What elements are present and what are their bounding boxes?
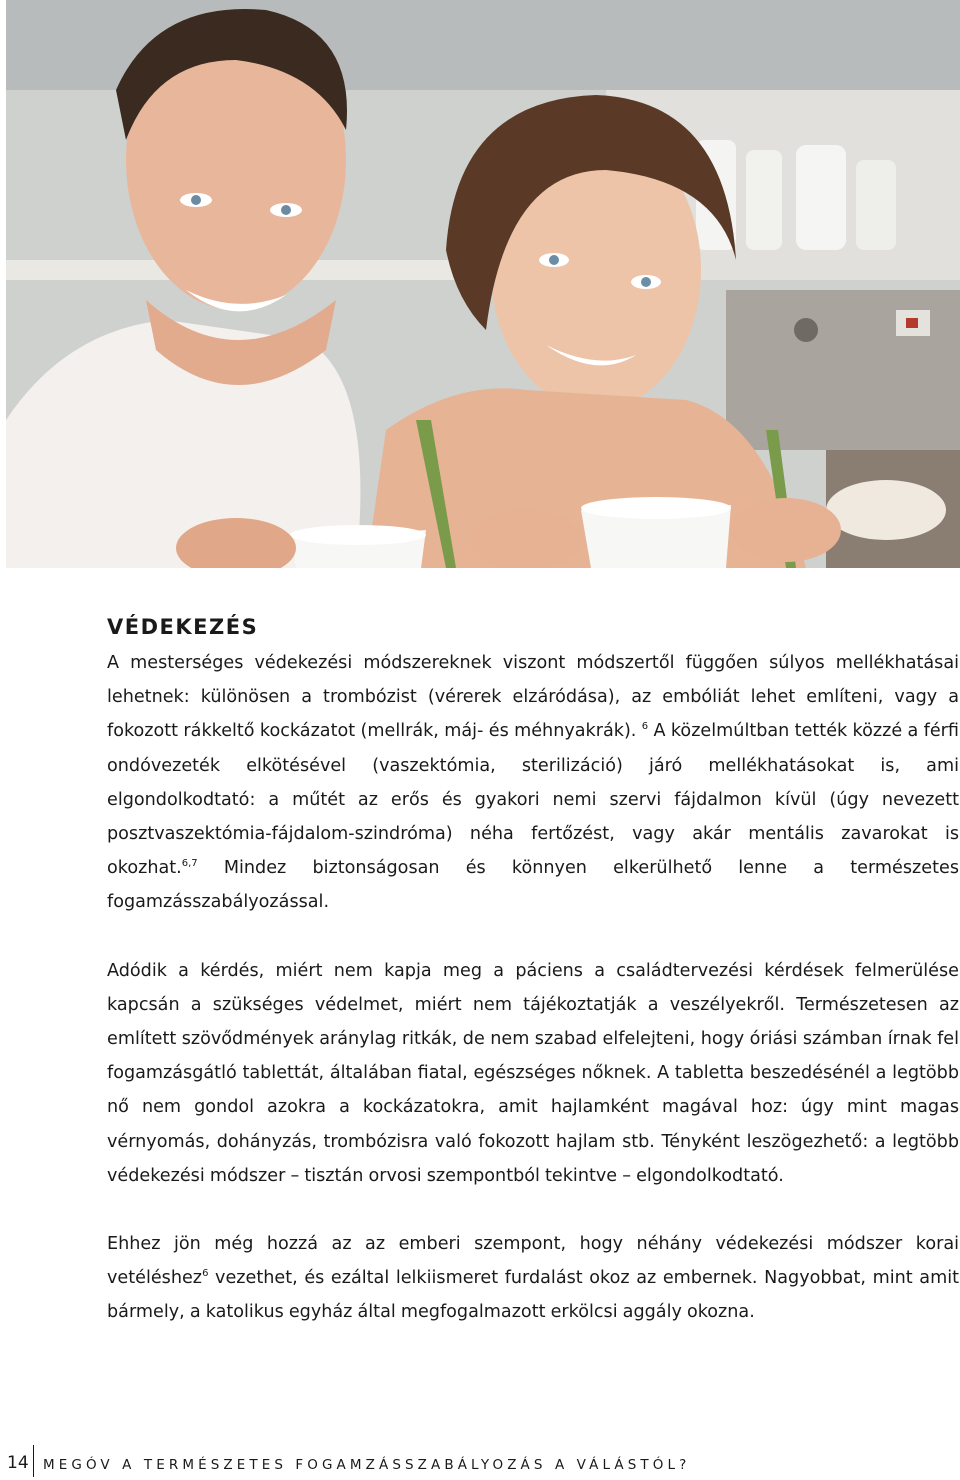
section-heading: VÉDEKEZÉS: [107, 615, 259, 639]
paragraph-3-text-b: vezethet, és ezáltal lelkiismeret furdalást okoz az embernek. Nagyobbat, mint amit bármely, a katolikus egyház által megfogalmazott erkölcsi aggály okozna.: [107, 1268, 959, 1323]
footer-divider: [33, 1445, 34, 1477]
reference-superscript: 6: [641, 721, 649, 733]
page-footer: [0, 1445, 960, 1475]
paragraph-1: [107, 646, 959, 920]
paragraph-1-text-b: A közelmúltban tették közzé a férfi ondóvezeték elkötésével (vaszektómia, sterilizáció) járó mellékhatásokat is, ami elgondolkodtató: a műtét az erős és gyakori nemi szervi fájdalmon kívül (úgy nevezett posztvaszektómia-fájdalom-szindróma) néha fertőzést, vagy akár mentális zavarokat is okozhat.: [107, 721, 959, 879]
paragraph-1-text-c: Mindez biztonságosan és könnyen elkerülhető lenne a természetes fogamzásszabályozással.: [107, 858, 959, 913]
paragraph-3: [107, 1227, 959, 1330]
article-content: [107, 612, 959, 1330]
couple-with-coffee-cups-photo: [6, 0, 960, 568]
paragraph-3-text-a: Ehhez jön még hozzá az az emberi szempont, hogy néhány védekezési módszer korai vetéléshez: [107, 1234, 959, 1289]
paragraph-2: Adódik a kérdés, miért nem kapja meg a páciens a családtervezési kérdések felmerülése kapcsán a szükséges védelmet, miért nem tájékoztatják a veszélyekről. Természetesen az említett szövődmények aránylag ritkák, de nem szabad elfelejteni, hogy óriási számban írnak fel fogamzásgátló tablettát, általában fiatal, egészséges nőknek. A tabletta beszedésénél a legtöbb nő nem gondol azokra a kockázatokra, amit hajlamként magával hoz: úgy mint magas vérnyomás, dohányzás, trombózisra való fokozott hajlam stb. Tényként leszögezhető: a legtöbb védekezési módszer – tisztán orvosi szempontból tekintve – elgondolkodtató.: [107, 960, 959, 1186]
reference-superscript: 6,7: [181, 858, 198, 870]
paragraph-1-text-a: A mesterséges védekezési módszereknek viszont módszertől függően súlyos mellékhatásai lehetnek: különösen a trombózist (vérerek elzáródása), az embóliát lehet említeni, vagy a fokozott rákkeltő kockázatot (mellrák, máj- és méhnyakrák).: [107, 653, 959, 742]
footer-title: MEGÓV A TERMÉSZETES FOGAMZÁSSZABÁLYOZÁS A VÁLÁSTÓL?: [43, 1457, 691, 1473]
page-number: 14: [7, 1453, 29, 1473]
reference-superscript: 6: [202, 1268, 209, 1280]
